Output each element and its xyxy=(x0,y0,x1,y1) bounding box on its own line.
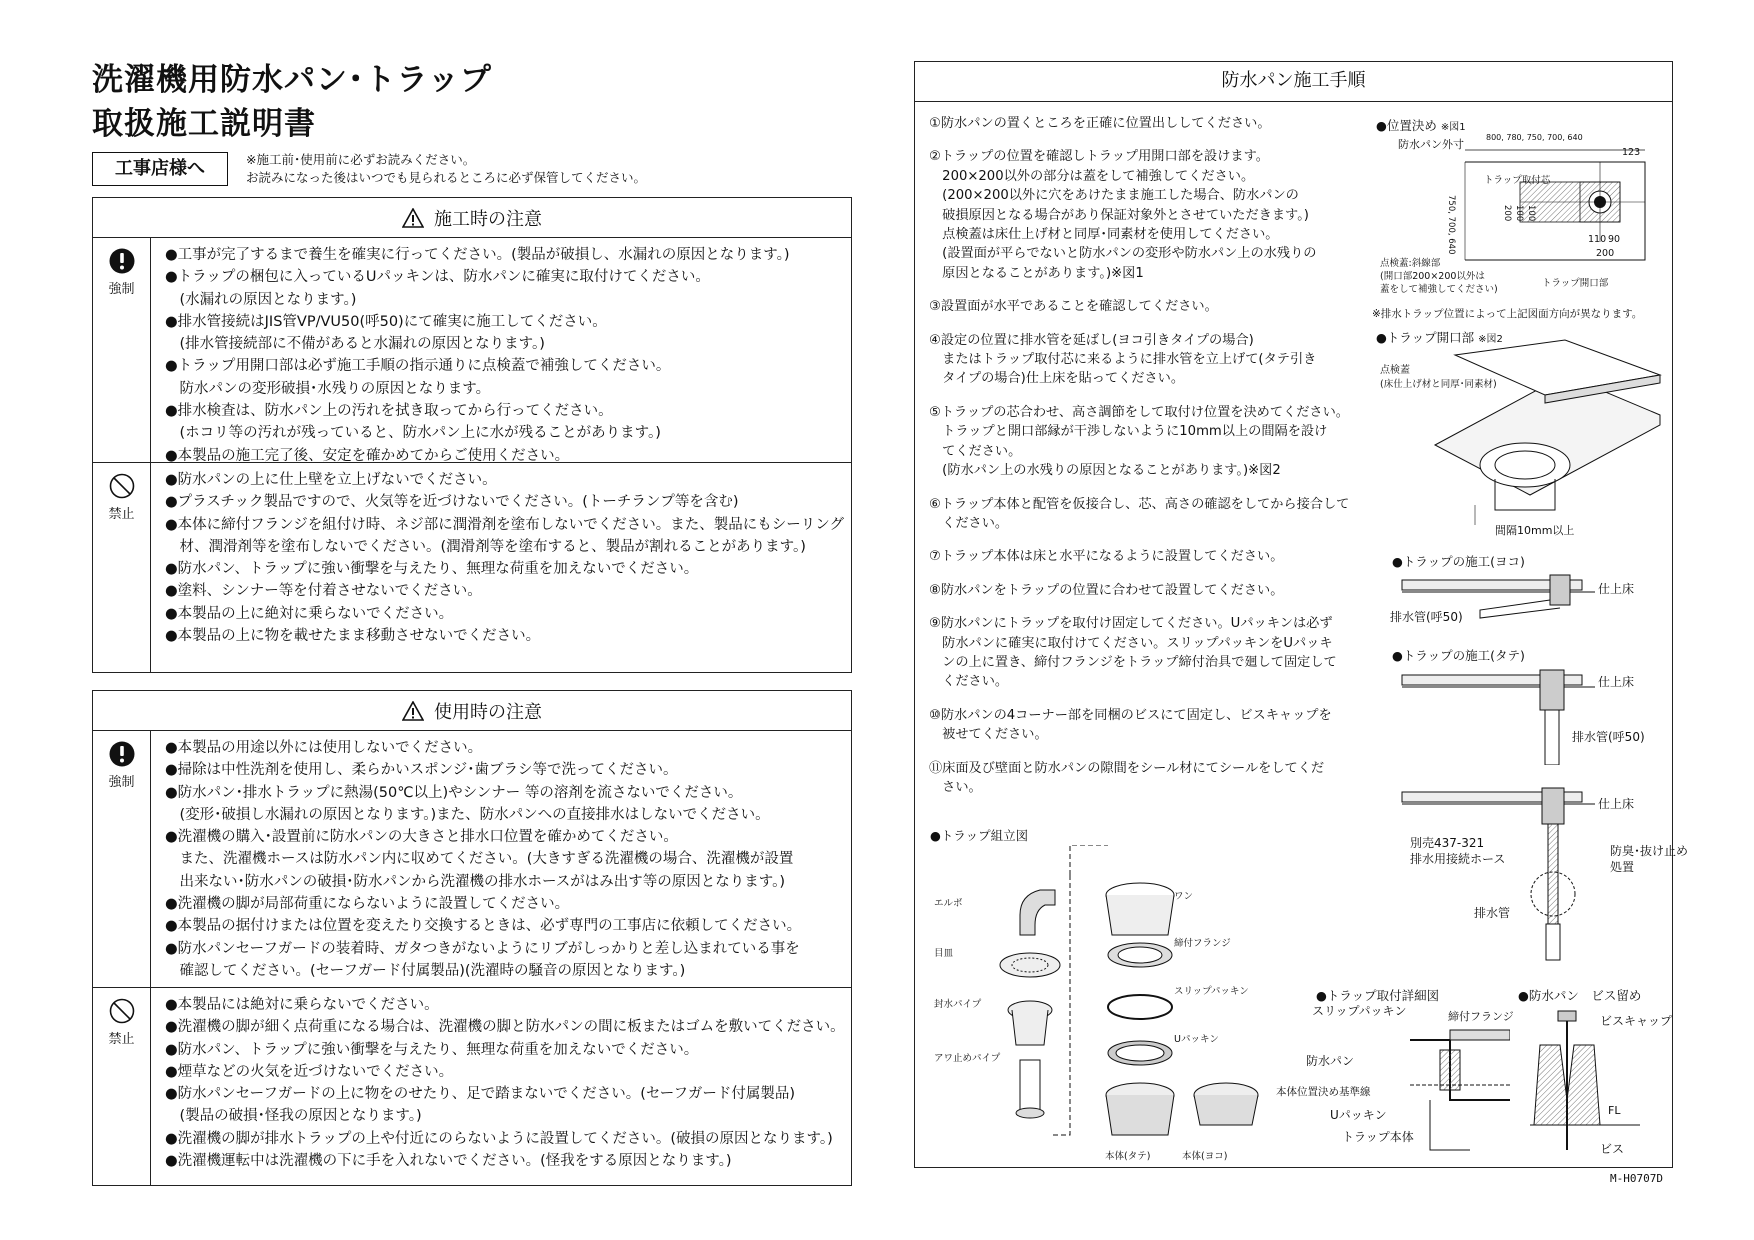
contractor-label: 工事店様へ xyxy=(92,152,228,186)
procedure-step-line: タイプの場合)仕上床を貼ってください。 xyxy=(929,371,1185,387)
warning-icon xyxy=(402,208,424,228)
usage-prohibited-label: 禁止 xyxy=(108,1032,135,1047)
procedure-step xyxy=(929,547,1369,566)
fig-slip: スリップパッキン xyxy=(1174,986,1249,997)
fig-detail-body: トラップ本体 xyxy=(1342,1130,1414,1144)
caution-item: ●洗濯機運転中は洗濯機の下に手を入れないでください。(怪我をする原因となります。) xyxy=(165,1153,732,1170)
caution-item: ●本製品の用途以外には使用しないでください。 xyxy=(165,740,483,756)
usage-prohibited-label-cell xyxy=(93,988,151,1185)
procedure-step-line: ⑩防水パンの4コーナー部を同梱のビスにて固定し、ビスキャップを xyxy=(929,707,1332,723)
fig-vertical-floor: 仕上床 xyxy=(1598,675,1635,689)
caution-item: ●工事が完了するまで養生を確実に行ってください。(製品が破損し、水漏れの原因となります。) xyxy=(165,247,790,263)
procedure-step xyxy=(929,403,1369,481)
install-mandatory-label-cell xyxy=(93,238,151,462)
procedure-step-line: 点検蓋は床仕上げ材と同厚･同素材を使用してください。 xyxy=(929,227,1279,243)
caution-item: ●塗料、シンナー等を付着させないでください。 xyxy=(165,583,482,600)
procedure-title: 防水パン施工手順 xyxy=(915,62,1672,102)
fig-opening-ref: ※図2 xyxy=(1478,334,1503,345)
fig-detail-flange: 締付フランジ xyxy=(1448,1010,1514,1023)
procedure-step-line: ④設定の位置に排水管を延ばし(ヨコ引きタイプの場合) xyxy=(929,332,1254,348)
caution-item: (ホコリ等の汚れが残っていると、防水パン上に水が残ることがあります。) xyxy=(165,425,661,442)
position-diagram xyxy=(1460,142,1660,272)
fig-foam-pipe: アワ止めパイプ xyxy=(934,1053,1001,1064)
caution-item: ●防水パン、トラップに強い衝撃を与えたり、無理な荷重を加えないでください。 xyxy=(165,1041,699,1058)
fig-dim-100a: 100 xyxy=(1514,205,1524,222)
install-caution-header xyxy=(93,198,851,238)
procedure-step-line: ⑦トラップ本体は床と水平になるように設置してください。 xyxy=(929,549,1284,565)
procedure-step xyxy=(929,495,1369,534)
caution-item: ●煙草などの火気を近づけないでください。 xyxy=(165,1063,454,1080)
fig-inspection-lid: 点検蓋:斜線部 xyxy=(1380,258,1441,269)
procedure-step xyxy=(929,706,1369,745)
fig-upacking: Uパッキン xyxy=(1174,1034,1219,1045)
caution-item: ●本製品の据付けまたは位置を変えたり交換するときは、必ず専門の工事店に依頼してください。 xyxy=(165,918,802,935)
procedure-step xyxy=(929,114,1369,133)
fig-hose-sold1: 別売437-321 xyxy=(1410,836,1485,850)
caution-item: (排水管接続部に不備があると水漏れの原因となります。) xyxy=(165,336,545,353)
install-prohibited-label: 禁止 xyxy=(108,507,135,522)
fig-vertical-pipe: 排水管(呼50) xyxy=(1572,730,1645,744)
document-code: M-H0707D xyxy=(1610,1172,1663,1185)
caution-item: ●本製品には絶対に乗らないでください。 xyxy=(165,997,439,1013)
procedure-step-line: ⑪床面及び壁面と防水パンの隙間をシール材にてシールをしてくだ xyxy=(929,760,1325,776)
procedure-step-line: (防水パン上の水残りの原因となることがあります。)※図2 xyxy=(929,463,1281,479)
caution-item: ●洗濯機の脚が排水トラップの上や付近にのらないように設置してください。(破損の原因となります。) xyxy=(165,1130,833,1147)
reading-note xyxy=(246,151,646,187)
procedure-step-line: さい。 xyxy=(929,779,982,795)
title-line2: 取扱施工説明書 xyxy=(92,106,316,142)
prohibited-icon xyxy=(109,998,135,1024)
fig-pan-outer: 防水パン外寸 xyxy=(1398,138,1464,151)
fig-dim-200h: 200 xyxy=(1596,248,1615,259)
procedure-step-line: (200×200以外に穴をあけたまま施工した場合、防水パンの xyxy=(929,188,1299,204)
fig-opening-title-text: ●トラップ開口部 xyxy=(1376,330,1475,345)
fig-body-h: 本体(ヨコ) xyxy=(1182,1151,1228,1162)
caution-item: ●トラップの梱包に入っているUパッキンは、防水パンに確実に取付けてください。 xyxy=(165,269,710,286)
fig-detail-title: ●トラップ取付詳細図 xyxy=(1316,988,1440,1003)
caution-item: ●防水パンの上に仕上壁を立上げないでください。 xyxy=(165,472,497,488)
procedure-step-line: ンの上に置き、締付フランジをトラップ締付治具で廻して固定して xyxy=(929,654,1337,670)
mandatory-icon xyxy=(109,248,135,274)
caution-item: ●本製品の上に物を載せたまま移動させないでください。 xyxy=(165,628,541,645)
usage-mandatory-label-cell xyxy=(93,731,151,987)
fig-dim-100b: 100 xyxy=(1526,205,1536,222)
caution-item: ●防水パンセーフガードの上に物をのせたり、足で踏まないでください。(セーフガード付属製品) xyxy=(165,1086,796,1103)
fig-hose-sold2: 排水用接続ホース xyxy=(1410,852,1506,866)
usage-caution-section xyxy=(92,690,852,1186)
fig-detail-upacking: Uパッキン xyxy=(1330,1108,1387,1122)
fig-flange: 締付フランジ xyxy=(1174,938,1231,949)
fig-dim-123: 123 xyxy=(1622,147,1641,158)
fig-trap-opening: トラップ開口部 xyxy=(1542,278,1609,289)
install-caution-title: 施工時の注意 xyxy=(434,208,542,230)
caution-item: ●本製品の施工完了後、安定を確かめてからご使用ください。 xyxy=(165,447,570,464)
caution-item: ●本体に締付フランジを組付け時、ネジ部に潤滑剤を塗布しないでください。また、製品にもシーリング xyxy=(165,516,844,533)
install-prohibited-block xyxy=(93,463,851,672)
caution-item: また、洗濯機ホースは防水パン内に収めてください。(大きすぎる洗濯機の場合、洗濯機が設置 xyxy=(165,851,794,868)
install-prohibited-label-cell xyxy=(93,463,151,672)
fig-seal-pipe: 封水パイプ xyxy=(934,999,982,1010)
procedure-step-line: (設置面が平らでないと防水パンの変形や防水パン上の水残りの xyxy=(929,246,1317,262)
fig-detail-slip: スリップパッキン xyxy=(1312,1004,1407,1018)
fig-position-ref: ※図1 xyxy=(1440,122,1466,133)
caution-item: ●プラスチック製品ですので、火気等を近づけないでください。(トーチランプ等を含む) xyxy=(165,494,739,511)
fig-hose-floor: 仕上床 xyxy=(1598,797,1635,811)
usage-caution-title: 使用時の注意 xyxy=(434,701,542,723)
install-mandatory-list xyxy=(151,238,851,462)
fig-horizontal-floor: 仕上床 xyxy=(1598,582,1635,596)
procedure-step-line: ①防水パンの置くところを正確に位置出ししてください。 xyxy=(929,116,1271,131)
procedure-step-line: ⑥トラップ本体と配管を仮接合し、芯、高さの確認をしてから接合して xyxy=(929,496,1350,512)
fig-assembly-title: ●トラップ組立図 xyxy=(930,828,1029,843)
fig-dim-90: 90 xyxy=(1608,234,1621,245)
caution-item: ●洗濯機の脚が局部荷重にならないように設置してください。 xyxy=(165,896,570,913)
title-line1: 洗濯機用防水パン･トラップ xyxy=(92,62,492,98)
vertical-trap-diagram xyxy=(1400,665,1600,765)
procedure-step-line: ⑧防水パンをトラップの位置に合わせて設置してください。 xyxy=(929,582,1284,598)
caution-item: ●防水パン、トラップに強い衝撃を与えたり、無理な荷重を加えないでください。 xyxy=(165,561,699,578)
detail-diagram xyxy=(1410,1010,1510,1160)
procedure-step-line: 原因となることがあります。)※図1 xyxy=(929,265,1144,281)
caution-item: 確認してください。(セーフガード付属製品)(洗濯時の騒音の原因となります。) xyxy=(165,962,686,979)
install-caution-section xyxy=(92,197,852,673)
usage-prohibited-list xyxy=(151,988,851,1185)
fig-hose-treat1: 防臭･抜け止め xyxy=(1610,844,1689,858)
fig-screw-fl: FL xyxy=(1608,1104,1621,1117)
caution-item: ●防水パン･排水トラップに熱湯(50℃以上)やシンナー 等の溶剤を流さないでください。 xyxy=(165,784,743,801)
procedure-step xyxy=(929,759,1369,798)
fig-plate: 目皿 xyxy=(934,948,954,959)
procedure-step-line: ⑤トラップの芯合わせ、高さ調節をして取付け位置を決めてください。 xyxy=(929,404,1349,420)
document-title xyxy=(92,58,492,146)
fig-horizontal-pipe: 排水管(呼50) xyxy=(1390,610,1463,624)
fig-hose-pipe: 排水管 xyxy=(1474,906,1511,920)
fig-wan: ワン xyxy=(1174,891,1194,902)
fig-lid-note2: 蓋をして補強してください) xyxy=(1380,284,1498,295)
fig-sizes-top: 800, 780, 750, 700, 640 xyxy=(1486,133,1583,142)
procedure-step-line: 防水パンに確実に取付けてください。スリップパッキンをUパッキ xyxy=(929,635,1333,651)
usage-prohibited-block xyxy=(93,988,851,1185)
fig-opening-lid-note: (床仕上げ材と同厚･同素材) xyxy=(1380,379,1497,390)
note-line2: お読みになった後はいつでも見られるところに必ず保管してください。 xyxy=(246,170,647,185)
procedure-step-line: ください。 xyxy=(929,674,1009,690)
procedure-step xyxy=(929,297,1369,316)
procedure-step-line: ③設置面が水平であることを確認してください。 xyxy=(929,299,1218,315)
procedure-step xyxy=(929,581,1369,600)
install-prohibited-list xyxy=(151,463,851,672)
mandatory-icon xyxy=(109,741,135,767)
procedure-step-line: またはトラップ取付芯に来るように排水管を立上げて(タテ引き xyxy=(929,352,1317,368)
fig-screw-screw: ビス xyxy=(1600,1142,1625,1156)
caution-item: ●排水検査は、防水パン上の汚れを拭き取ってから行ってください。 xyxy=(165,403,613,420)
install-mandatory-label: 強制 xyxy=(108,282,135,297)
usage-mandatory-label: 強制 xyxy=(108,775,135,790)
fig-horizontal-title: ●トラップの施工(ヨコ) xyxy=(1392,554,1525,569)
procedure-step-line: 被せてください。 xyxy=(929,727,1048,743)
caution-item: ●防水パンセーフガードの装着時、ガタつきがないようにリブがしっかりと差し込まれている事を xyxy=(165,940,800,957)
fig-screw-title: ●防水パン ビス留め xyxy=(1518,988,1642,1003)
fig-lid-note1: (開口部200×200以外は xyxy=(1380,271,1485,282)
opening-diagram xyxy=(1415,335,1665,535)
hose-diagram xyxy=(1400,784,1600,964)
procedure-steps xyxy=(929,114,1369,811)
fig-position-title xyxy=(1376,116,1466,134)
fig-opening-lid: 点検蓋 xyxy=(1380,365,1410,376)
caution-item: 出来ない･防水パンの破損･防水パンから洗濯機の排水ホースがはみ出す等の原因となります。) xyxy=(165,873,786,890)
fig-position-note: ※排水トラップ位置によって上記図面方向が異なります。 xyxy=(1372,308,1643,320)
caution-item: ●掃除は中性洗剤を使用し、柔らかいスポンジ･歯ブラシ等で洗ってください。 xyxy=(165,762,678,779)
caution-item: ●洗濯機の購入･設置前に防水パンの大きさと排水口位置を確かめてください。 xyxy=(165,829,678,846)
caution-item: ●本製品の上に絶対に乗らないでください。 xyxy=(165,605,454,622)
fig-detail-pan: 防水パン xyxy=(1306,1054,1355,1068)
caution-item: (水漏れの原因となります。) xyxy=(165,291,357,308)
warning-icon xyxy=(402,701,424,721)
caution-item: ●排水管接続はJIS管VP/VU50(呼50)にて確実に施工してください。 xyxy=(165,313,607,330)
caution-item: 材、潤滑剤等を塗布しないでください。(潤滑剤等を塗布すると、製品が割れることがあります。) xyxy=(165,538,806,555)
caution-item: (製品の破損･怪我の原因となります。) xyxy=(165,1108,422,1125)
procedure-step-line: トラップと開口部縁が干渉しないように10mm以上の間隔を設け xyxy=(929,424,1328,440)
procedure-step xyxy=(929,331,1369,389)
fig-detail-baseline: 本体位置決め基準線 xyxy=(1276,1086,1371,1098)
procedure-step-line: ⑨防水パンにトラップを取付け固定してください。Uパッキンは必ず xyxy=(929,616,1333,632)
fig-vertical-title: ●トラップの施工(タテ) xyxy=(1392,648,1525,663)
fig-position-title-text: ●位置決め xyxy=(1376,118,1437,133)
fig-body-v: 本体(タテ) xyxy=(1105,1151,1151,1162)
fig-dim-110: 110 xyxy=(1588,234,1607,245)
fig-dim-200v: 200 xyxy=(1502,205,1512,222)
fig-trap-center: トラップ取付芯 xyxy=(1484,175,1551,186)
fig-elbow: エルボ xyxy=(934,898,963,909)
install-mandatory-block xyxy=(93,238,851,463)
usage-caution-header xyxy=(93,691,851,731)
fig-screw-cap: ビスキャップ xyxy=(1600,1014,1673,1028)
usage-mandatory-list xyxy=(151,731,851,987)
prohibited-icon xyxy=(109,473,135,499)
procedure-step-line: ②トラップの位置を確認しトラップ用開口部を設けます。 xyxy=(929,149,1269,165)
procedure-step xyxy=(929,147,1369,283)
caution-item: (変形･破損し水漏れの原因となります。)また、防水パンへの直接排水はしないでください。 xyxy=(165,806,770,823)
fig-sizes-side: 750, 700, 640 xyxy=(1446,195,1456,255)
usage-mandatory-block xyxy=(93,731,851,988)
fig-hose-treat2: 処置 xyxy=(1610,860,1635,874)
procedure-step-line: ください。 xyxy=(929,515,1009,531)
caution-item: ●洗濯機の脚が細く点荷重になる場合は、洗濯機の脚と防水パンの間に板またはゴムを敷いてください。 xyxy=(165,1019,845,1036)
procedure-step xyxy=(929,614,1369,692)
procedure-step-line: 200×200以外の部分は蓋をして補強してください。 xyxy=(929,168,1255,184)
procedure-step-line: てください。 xyxy=(929,443,1022,459)
note-line1: ※施工前･使用前に必ずお読みください。 xyxy=(246,152,476,167)
caution-item: 防水パンの変形破損･水残りの原因となります。 xyxy=(165,380,491,397)
caution-item: ●トラップ用開口部は必ず施工手順の指示通りに点検蓋で補強してください。 xyxy=(165,358,671,375)
fig-opening-gap: 間隔10mm以上 xyxy=(1495,524,1575,537)
procedure-step-line: 破損原因となる場合があり保証対象外とさせていただきます。) xyxy=(929,207,1309,223)
